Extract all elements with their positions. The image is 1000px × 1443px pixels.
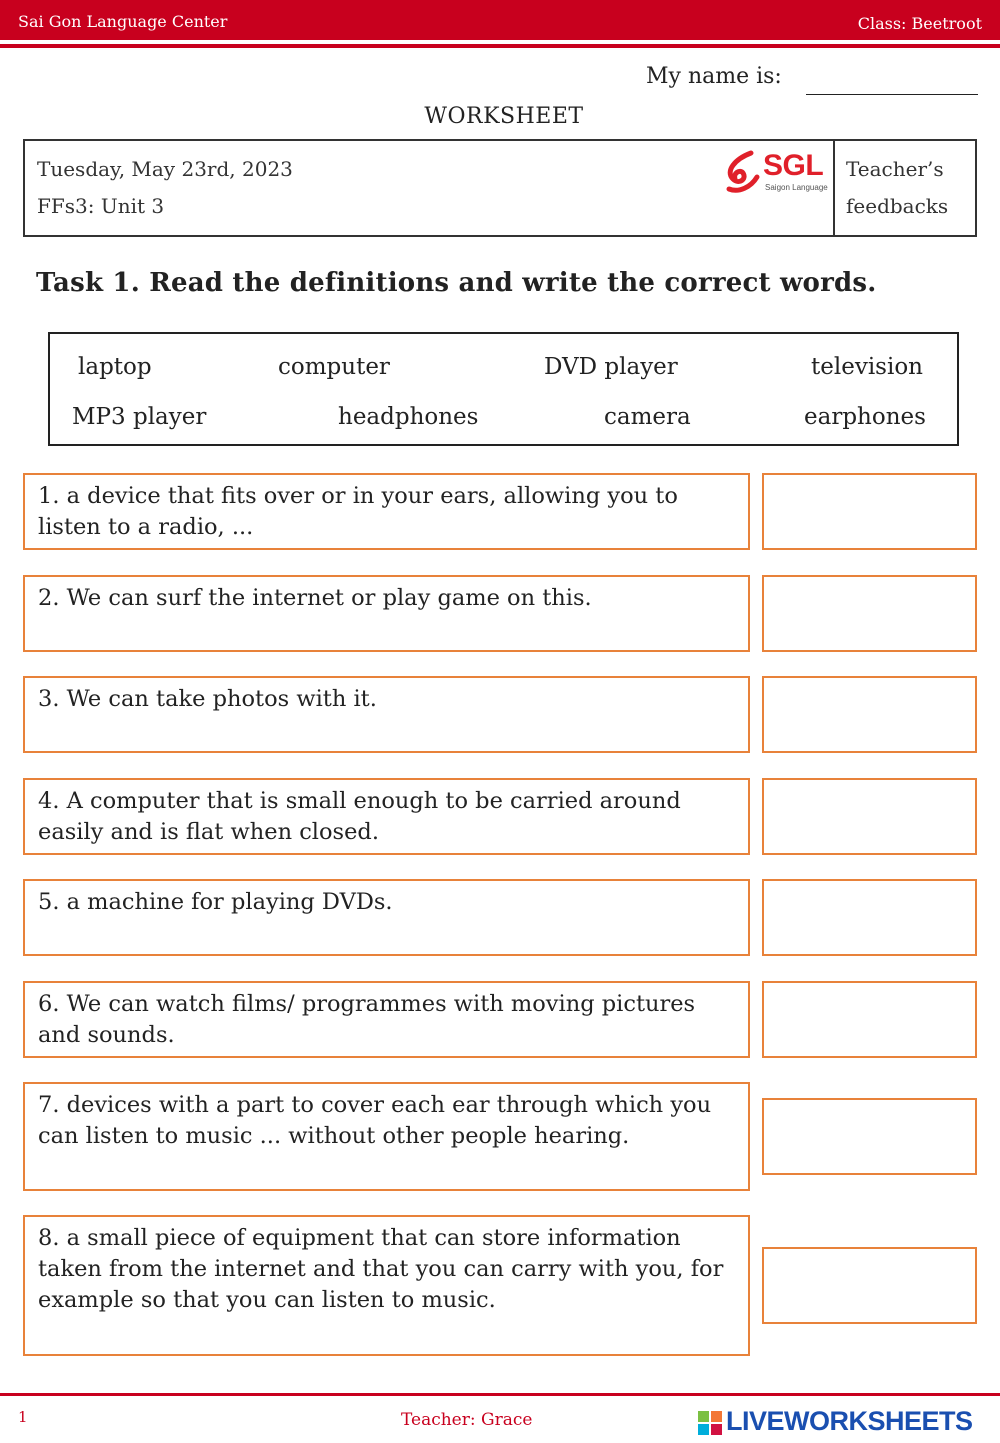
liveworksheets-icon bbox=[698, 1411, 722, 1435]
teacher-name: Teacher: Grace bbox=[401, 1410, 533, 1430]
answer-box-8[interactable] bbox=[762, 1247, 977, 1324]
question-text: 4. A computer that is small enough to be carried around easily and is flat when closed. bbox=[38, 788, 681, 845]
lesson-date: Tuesday, May 23rd, 2023 bbox=[37, 157, 293, 181]
question-box-2 bbox=[23, 575, 750, 652]
question-box-5 bbox=[23, 879, 750, 956]
answer-box-5[interactable] bbox=[762, 879, 977, 956]
word-bank-item: television bbox=[811, 354, 923, 380]
word-bank-item: computer bbox=[278, 354, 390, 380]
question-text: 6. We can watch films/ programmes with moving pictures and sounds. bbox=[38, 991, 696, 1048]
answer-box-3[interactable] bbox=[762, 676, 977, 753]
question-text: 7. devices with a part to cover each ear through which you can listen to music ... without other people hearing. bbox=[38, 1092, 712, 1149]
question-text: 8. a small piece of equipment that can store information taken from the internet and that you can carry with you, for example so that you can listen to music. bbox=[38, 1225, 724, 1313]
question-box-4 bbox=[23, 778, 750, 855]
worksheet-title: WORKSHEET bbox=[424, 104, 584, 129]
question-box-6 bbox=[23, 981, 750, 1058]
word-bank-item: headphones bbox=[338, 404, 479, 430]
task-title: Task 1. Read the definitions and write the correct words. bbox=[36, 268, 877, 298]
word-bank bbox=[48, 332, 959, 446]
info-divider bbox=[833, 141, 835, 235]
question-box-3 bbox=[23, 676, 750, 753]
header-band bbox=[0, 0, 1000, 40]
sgl-swirl-icon bbox=[721, 149, 765, 197]
lesson-unit: FFs3: Unit 3 bbox=[37, 194, 165, 218]
teacher-feedback-label-line2: feedbacks bbox=[846, 194, 949, 218]
word-bank-item: laptop bbox=[78, 354, 152, 380]
question-text: 2. We can surf the internet or play game on this. bbox=[38, 585, 592, 611]
word-bank-item: MP3 player bbox=[72, 404, 207, 430]
question-text: 5. a machine for playing DVDs. bbox=[38, 889, 393, 915]
answer-box-4[interactable] bbox=[762, 778, 977, 855]
answer-box-2[interactable] bbox=[762, 575, 977, 652]
word-bank-item: camera bbox=[604, 404, 691, 430]
answer-box-7[interactable] bbox=[762, 1098, 977, 1175]
question-box-7 bbox=[23, 1082, 750, 1191]
question-text: 3. We can take photos with it. bbox=[38, 686, 377, 712]
page-number: 1 bbox=[18, 1408, 28, 1426]
footer-line bbox=[0, 1393, 1000, 1396]
header-underline bbox=[0, 44, 1000, 48]
word-bank-item: DVD player bbox=[544, 354, 678, 380]
question-text: 1. a device that fits over or in your ears, allowing you to listen to a radio, ... bbox=[38, 483, 678, 540]
sgl-logo bbox=[721, 147, 831, 197]
class-label: Class: Beetroot bbox=[857, 14, 982, 33]
question-box-8 bbox=[23, 1215, 750, 1356]
teacher-feedback-label-line1: Teacher’s bbox=[846, 157, 944, 181]
info-box bbox=[23, 139, 977, 237]
answer-box-1[interactable] bbox=[762, 473, 977, 550]
center-name: Sai Gon Language Center bbox=[18, 12, 228, 31]
question-box-1 bbox=[23, 473, 750, 550]
liveworksheets-text: LIVEWORKSHEETS bbox=[726, 1406, 973, 1436]
name-prompt: My name is: bbox=[646, 64, 782, 89]
word-bank-item: earphones bbox=[804, 404, 926, 430]
logo-text: SGL bbox=[763, 149, 824, 182]
liveworksheets-logo[interactable] bbox=[698, 1406, 994, 1438]
logo-subtext: Saigon Language bbox=[765, 183, 828, 192]
answer-box-6[interactable] bbox=[762, 981, 977, 1058]
name-blank-line[interactable] bbox=[806, 94, 978, 95]
